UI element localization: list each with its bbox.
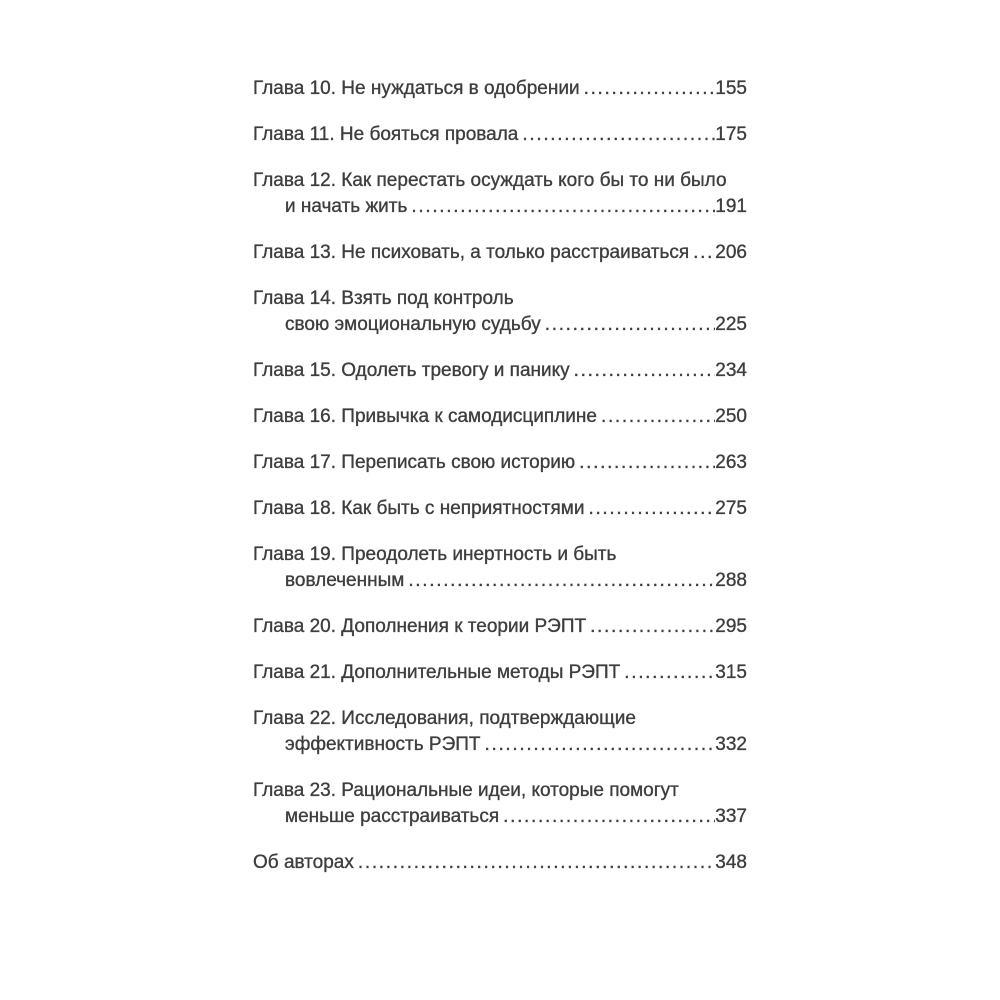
toc-entry-row — [253, 706, 747, 732]
chapter-title: Глава 12. Как перестать осуждать кого бы то ни было — [253, 170, 727, 191]
page-number: 175 — [715, 124, 747, 145]
toc-entry-row — [253, 122, 747, 148]
toc-entry-row — [253, 450, 747, 476]
dot-leader — [689, 240, 715, 266]
chapter-title: Глава 10. Не нуждаться в одобрении — [253, 78, 580, 99]
chapter-title: Глава 20. Дополнения к теории РЭПТ — [253, 616, 587, 637]
dot-leader — [404, 568, 715, 594]
toc-entry-row — [253, 404, 747, 430]
chapter-title: Глава 13. Не психовать, а только расстраиваться — [253, 242, 690, 263]
dot-leader — [499, 804, 715, 830]
toc-entry — [253, 850, 747, 876]
chapter-title: Глава 16. Привычка к самодисциплине — [253, 406, 597, 427]
table-of-contents — [253, 76, 747, 876]
dot-leader — [518, 122, 715, 148]
dot-leader — [407, 194, 715, 220]
toc-entry — [253, 76, 747, 102]
dot-leader — [570, 358, 716, 384]
chapter-title-continuation: вовлеченным — [285, 570, 405, 591]
toc-entry-row — [253, 496, 747, 522]
toc-entry-row-continuation — [253, 732, 747, 758]
chapter-title: Глава 14. Взять под контроль — [253, 288, 514, 309]
dot-leader — [586, 614, 715, 640]
page-number: 275 — [715, 498, 747, 519]
toc-entry-row — [253, 614, 747, 640]
toc-entry — [253, 706, 747, 758]
dot-leader — [580, 76, 716, 102]
dot-leader — [481, 732, 716, 758]
chapter-title: Глава 23. Рациональные идеи, которые помогут — [253, 780, 679, 801]
page-number: 225 — [715, 314, 747, 335]
toc-entry-row-continuation — [253, 194, 747, 220]
chapter-title: Глава 18. Как быть с неприятностями — [253, 498, 585, 519]
page-number: 234 — [715, 360, 747, 381]
page-number: 315 — [715, 662, 747, 683]
toc-entry-row — [253, 286, 747, 312]
chapter-title: Глава 19. Преодолеть инертность и быть — [253, 544, 617, 565]
toc-entry-row-continuation — [253, 568, 747, 594]
page-number: 206 — [715, 242, 747, 263]
toc-entry-row — [253, 76, 747, 102]
toc-entry-row — [253, 660, 747, 686]
page-number: 337 — [715, 806, 747, 827]
toc-entry-row-continuation — [253, 312, 747, 338]
toc-entry — [253, 240, 747, 266]
dot-leader — [584, 496, 715, 522]
chapter-title: Глава 11. Не бояться провала — [253, 124, 519, 145]
chapter-title: Об авторах — [253, 852, 354, 873]
toc-entry-row-continuation — [253, 804, 747, 830]
page-number: 250 — [715, 406, 747, 427]
chapter-title: Глава 17. Переписать свою историю — [253, 452, 576, 473]
dot-leader — [541, 312, 716, 338]
page-number: 191 — [715, 196, 747, 217]
toc-entry — [253, 542, 747, 594]
toc-entry-row — [253, 358, 747, 384]
dot-leader — [354, 850, 715, 876]
chapter-title-continuation: эффективность РЭПТ — [285, 734, 481, 755]
chapter-title: Глава 22. Исследования, подтверждающие — [253, 708, 636, 729]
toc-entry-row — [253, 542, 747, 568]
page-number: 295 — [715, 616, 747, 637]
page-number: 348 — [715, 852, 747, 873]
toc-entry — [253, 778, 747, 830]
chapter-title: Глава 21. Дополнительные методы РЭПТ — [253, 662, 621, 683]
toc-entry — [253, 168, 747, 220]
chapter-title: Глава 15. Одолеть тревогу и панику — [253, 360, 570, 381]
page-number: 263 — [715, 452, 747, 473]
chapter-title-continuation: меньше расстраиваться — [285, 806, 500, 827]
toc-entry-row — [253, 778, 747, 804]
toc-entry — [253, 404, 747, 430]
toc-entry — [253, 614, 747, 640]
dot-leader — [597, 404, 715, 430]
dot-leader — [575, 450, 715, 476]
toc-entry-row — [253, 168, 747, 194]
page-number: 155 — [715, 78, 747, 99]
toc-entry-row — [253, 240, 747, 266]
chapter-title-continuation: и начать жить — [285, 196, 408, 217]
toc-entry — [253, 450, 747, 476]
toc-entry — [253, 660, 747, 686]
page-number: 332 — [715, 734, 747, 755]
toc-entry-row — [253, 850, 747, 876]
toc-entry — [253, 358, 747, 384]
page-number: 288 — [715, 570, 747, 591]
toc-entry — [253, 286, 747, 338]
chapter-title-continuation: свою эмоциональную судьбу — [285, 314, 541, 335]
dot-leader — [620, 660, 715, 686]
toc-entry — [253, 122, 747, 148]
toc-entry — [253, 496, 747, 522]
